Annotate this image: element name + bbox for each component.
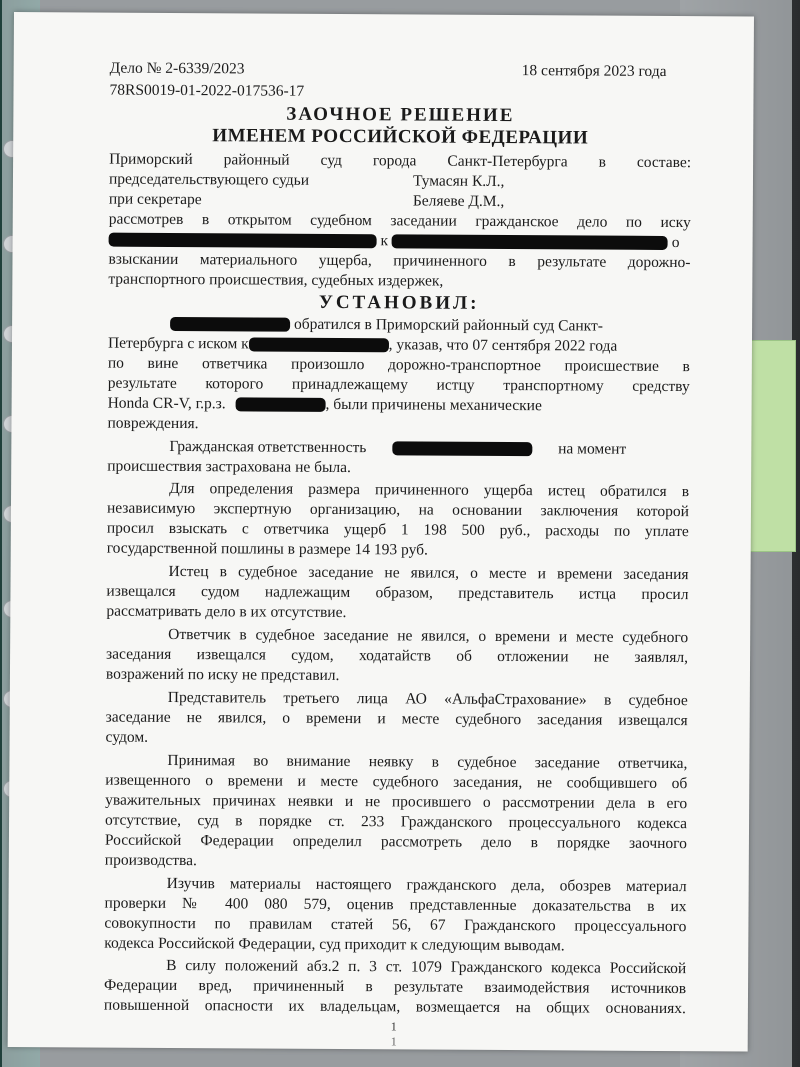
document-title: ЗАОЧНОЕ РЕШЕНИЕ	[286, 103, 515, 127]
secretary-name: Беляеве Д.М.,	[412, 192, 505, 210]
established-heading: УСТАНОВИЛ:	[318, 291, 480, 314]
text-line: Изучив материалы настоящего гражданского дела, обозрев материал	[166, 874, 687, 896]
text-line: результате которого принадлежащему истцу транспортному средству	[107, 374, 690, 396]
document-page	[8, 12, 754, 1052]
redacted-plaintiff	[109, 233, 377, 249]
redacted-defendant	[392, 442, 532, 457]
text-fragment: к	[380, 232, 389, 250]
text-line: повреждения.	[107, 414, 199, 433]
text-line: Российской Федерации определил рассмотреть дело в порядке заочного	[104, 831, 687, 853]
redacted-plaintiff	[170, 317, 290, 332]
text-line: государственной пошлины в размере 14 193 руб.	[106, 539, 428, 559]
text-line: Федерации вред, причиненный в результате взаимодействия источников	[104, 976, 687, 998]
text-line: совокупности по правилам статей 56, 67 Гражданского процессуального	[104, 914, 687, 936]
text-line: Для определения размера причиненного ущерба истец обратился в	[169, 479, 690, 501]
text-line: судом.	[105, 728, 149, 746]
text-fragment: Гражданская ответственность	[169, 437, 367, 457]
text-line: Истец в судебное заседание не явился, о месте и времени заседания	[168, 562, 689, 584]
text-line: рассмотрев в открытом судебном заседании гражданское дело по иску	[108, 210, 691, 232]
text-fragment: о	[671, 234, 680, 252]
judge-name: Тумасян К.Л.,	[412, 172, 505, 190]
text-line: извещался судом надлежащим образом, представитель истца просил	[106, 582, 689, 604]
text-line: взыскании материального ущерба, причиненного в результате дорожно-	[108, 250, 691, 272]
text-line: происшествия застрахована не была.	[107, 457, 351, 477]
document-subtitle: ИМЕНЕМ РОССИЙСКОЙ ФЕДЕРАЦИИ	[212, 125, 589, 149]
text-line: Представитель третьего лица АО «АльфаСтрахование» в судебное	[167, 688, 688, 710]
text-fragment: на момент	[558, 440, 627, 458]
page-number: 1	[390, 1019, 397, 1034]
decision-date: 18 сентября 2023 года	[521, 62, 667, 80]
text-line: заседание не явился, о времени и месте судебного заседания извещался	[105, 708, 688, 730]
case-number: Дело № 2-6339/2023	[109, 59, 245, 78]
text-line: по вине ответчика произошло дорожно-транспортное происшествие в	[107, 354, 690, 376]
text-fragment: Honda CR-V, г.р.з.	[107, 394, 226, 413]
text-line: уважительных причинах неявки и не просившего о рассмотрении дела в его	[105, 791, 688, 813]
text-line: отсутствие, суд в порядке ст. 233 Гражданского процессуального кодекса	[105, 811, 688, 833]
text-line: В силу положений абз.2 п. 3 ст. 1079 Гражданского кодекса Российской	[166, 956, 687, 978]
redacted-plate	[236, 398, 326, 413]
text-line: проверки № 400 080 579, оценив представленные доказательства в их	[104, 894, 687, 916]
secretary-label: при секретаре	[108, 190, 202, 209]
text-line: рассматривать дело в их отсутствие.	[106, 602, 347, 622]
redacted-defendant	[392, 235, 668, 251]
case-identifier: 78RS0019-01-2022-017536-17	[109, 81, 305, 100]
text-fragment: , были причинены механические	[325, 395, 542, 415]
text-line: просил взыскать с ответчика ущерб 1 198 500 руб., расходы по уплате	[106, 519, 689, 541]
page-number-back: 1	[390, 1034, 397, 1049]
redacted-defendant	[249, 338, 389, 353]
text-line: транспортного происшествия, судебных издержек,	[108, 270, 444, 290]
text-line: повышенной опасности их владельцам, возмещается на общих основаниях.	[103, 996, 686, 1018]
judge-label: председательствующего судьи	[108, 170, 310, 189]
text-fragment: Петербурга с иском к	[107, 334, 249, 353]
text-fragment: обратился в Приморский районный суд Санкт-	[293, 315, 604, 335]
text-line: Принимая во внимание неявку в судебное заседание ответчика,	[167, 751, 688, 773]
text-line: Ответчик в судебное заседание не явился, о времени и месте судебного	[168, 625, 689, 647]
text-line: возражений по иску не представил.	[105, 665, 340, 685]
text-line: производства.	[104, 851, 198, 870]
text-line: независимую экспертную организацию, на основании заключения которой	[106, 499, 690, 521]
text-line: кодекса Российской Федерации, суд приходит к следующим выводам.	[104, 934, 565, 955]
court-composition: Приморский районный суд города Санкт-Петербурга в составе:	[109, 150, 692, 172]
text-line: заседания извещался судом, ходатайств об отложении не заявлял,	[106, 645, 689, 667]
text-line: извещенного о времени и месте судебного заседания, не сообщившего об	[105, 771, 688, 793]
text-fragment: , указав, что 07 сентября 2022 года	[388, 336, 618, 355]
